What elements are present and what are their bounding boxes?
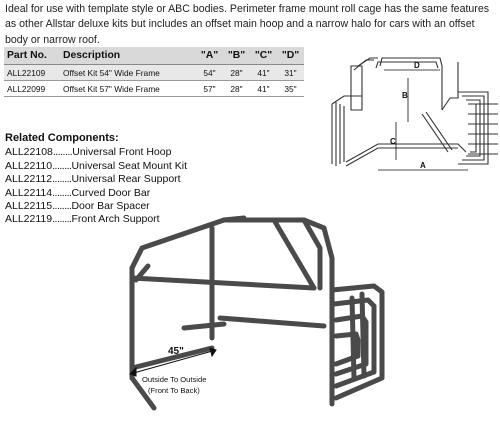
right-door-bars-inner bbox=[462, 96, 484, 160]
list-item bbox=[5, 173, 187, 186]
dot-leader: ........ bbox=[52, 186, 72, 199]
dim-d: 35" bbox=[277, 81, 304, 97]
component-part: ALL22114 bbox=[5, 186, 53, 199]
header-a: "A" bbox=[196, 47, 223, 65]
measure-arrow-right bbox=[210, 348, 216, 356]
cage-dimension-diagram bbox=[318, 52, 498, 182]
table-row bbox=[4, 81, 304, 97]
caption-line-1: Outside To Outside bbox=[142, 375, 207, 384]
label-c: C bbox=[390, 137, 396, 146]
dot-leader: ........ bbox=[52, 213, 72, 226]
label-a: A bbox=[420, 161, 426, 170]
list-item bbox=[5, 187, 187, 200]
right-door-bars-inner3 bbox=[470, 104, 476, 152]
component-part: ALL22110 bbox=[5, 159, 53, 172]
component-part: ALL22112 bbox=[5, 173, 53, 186]
floor-frame-inner bbox=[346, 148, 458, 166]
header-d: "D" bbox=[277, 47, 304, 65]
component-name: Universal Rear Support bbox=[71, 173, 181, 186]
measure-label: 45" bbox=[168, 346, 184, 357]
front-hoop-top bbox=[132, 218, 244, 268]
spec-table bbox=[4, 47, 304, 97]
dim-c: 41" bbox=[250, 65, 277, 81]
roll-cage-photo bbox=[124, 208, 388, 422]
header-part-no: Part No. bbox=[4, 47, 60, 65]
component-part: ALL22115 bbox=[5, 200, 53, 213]
component-name: Front Arch Support bbox=[71, 213, 160, 226]
mid-rail bbox=[220, 318, 324, 326]
upper-side-rail bbox=[132, 278, 314, 288]
table-row bbox=[4, 65, 304, 81]
left-hoop-outline bbox=[351, 66, 362, 110]
part-description: Offset Kit 54" Wide Frame bbox=[60, 65, 196, 81]
right-door-bars-inner2 bbox=[466, 100, 480, 156]
label-d: D bbox=[414, 61, 420, 70]
dot-leader: ........ bbox=[52, 200, 72, 213]
left-door-bars bbox=[332, 102, 344, 166]
part-number: ALL22099 bbox=[4, 81, 60, 97]
list-item bbox=[5, 146, 187, 159]
rear-diagonals bbox=[422, 112, 452, 152]
main-hoop bbox=[380, 58, 442, 110]
component-name: Universal Front Hoop bbox=[72, 146, 172, 159]
main-hoop-inner bbox=[376, 62, 438, 68]
label-b: B bbox=[402, 91, 408, 100]
header-c: "C" bbox=[250, 47, 277, 65]
component-part: ALL22108 bbox=[5, 146, 53, 159]
dim-a: 57" bbox=[196, 81, 223, 97]
right-rungs bbox=[468, 104, 498, 154]
part-description: Offset Kit 57" Wide Frame bbox=[60, 81, 196, 97]
component-name: Curved Door Bar bbox=[71, 186, 151, 199]
dim-a: 54" bbox=[196, 65, 223, 81]
dim-b: 28" bbox=[223, 81, 250, 97]
dot-leader: ........ bbox=[52, 173, 72, 186]
seat-bar bbox=[184, 324, 224, 328]
component-name: Door Bar Spacer bbox=[71, 200, 150, 213]
floor-frame bbox=[346, 144, 466, 162]
header-description: Description bbox=[60, 47, 196, 65]
dot-leader: ........ bbox=[52, 146, 73, 159]
dim-b: 28" bbox=[223, 65, 250, 81]
component-name: Universal Seat Mount Kit bbox=[71, 159, 188, 172]
header-b: "B" bbox=[223, 47, 250, 65]
main-hoop-right bbox=[224, 220, 332, 404]
spec-table-header bbox=[4, 47, 304, 65]
rear-support bbox=[442, 62, 458, 110]
related-title: Related Components: bbox=[5, 132, 119, 144]
dot-leader: ........ bbox=[52, 159, 72, 172]
dim-c: 41" bbox=[250, 81, 277, 97]
component-part: ALL22119 bbox=[5, 213, 53, 226]
part-number: ALL22109 bbox=[4, 65, 60, 81]
list-item bbox=[5, 160, 187, 173]
dim-d: 31" bbox=[277, 65, 304, 81]
caption-line-2: (Front To Back) bbox=[148, 386, 200, 395]
product-description: Ideal for use with template style or ABC bodies. Perimeter frame mount roll cage has the same features as other Allstar deluxe kits but includes an offset main hoop and a narrow halo for cars with an offset body or narrow roof. bbox=[5, 3, 490, 46]
